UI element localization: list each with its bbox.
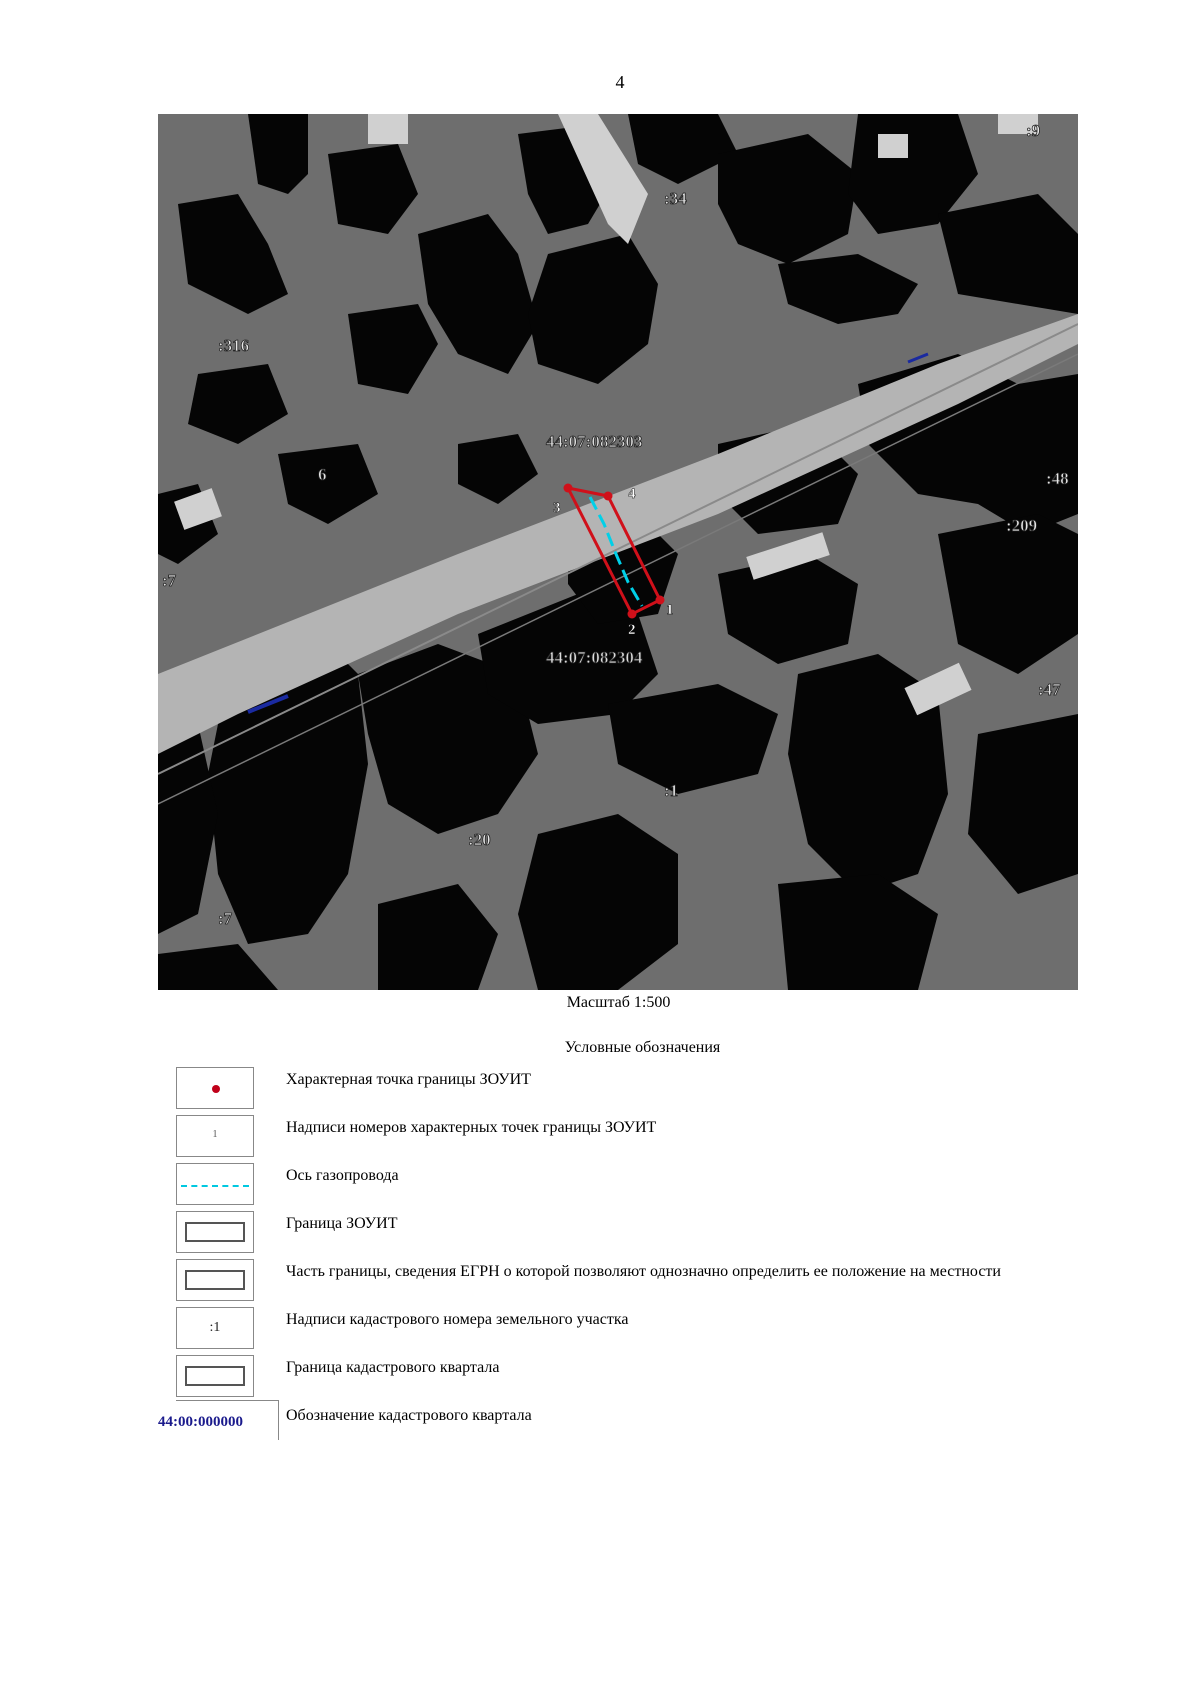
legend-label: Обозначение кадастрового квартала xyxy=(286,1407,532,1424)
legend-symbol-number xyxy=(176,1115,254,1157)
point-3 xyxy=(564,484,573,493)
legend-symbol-egrn-boundary xyxy=(176,1259,254,1301)
legend-label: Часть границы, сведения ЕГРН о которой позволяют однозначно определить ее положение на местности xyxy=(286,1263,1001,1280)
legend-label: Ось газопровода xyxy=(286,1167,399,1184)
point-label: 1 xyxy=(666,602,674,618)
parcel-label: :47 xyxy=(1038,680,1061,699)
legend-symbol-text: :1 xyxy=(209,1320,221,1335)
legend-symbol-zouit-boundary xyxy=(176,1211,254,1253)
legend-symbol-cadastral-number xyxy=(176,1307,254,1349)
point-label: 3 xyxy=(553,500,561,516)
quarter-label: 44:07:082303 xyxy=(546,432,643,451)
point-label: 2 xyxy=(628,622,636,638)
legend-label: Надписи кадастрового номера земельного участка xyxy=(286,1311,629,1328)
parcel-label: :34 xyxy=(664,189,687,208)
parcel-label: :20 xyxy=(468,830,491,849)
point-label: 4 xyxy=(628,486,636,502)
parcel-label: :7 xyxy=(218,909,233,928)
point-2 xyxy=(628,610,637,619)
page-number: 4 xyxy=(615,72,625,92)
legend-divider xyxy=(176,1400,278,1401)
legend-title: Условные обозначения xyxy=(564,1039,721,1056)
point-1 xyxy=(656,596,665,605)
legend-divider xyxy=(278,1400,279,1440)
legend-symbol-quarter-code: 44:00:000000 xyxy=(158,1414,243,1430)
legend-label: Граница кадастрового квартала xyxy=(286,1359,500,1376)
parcel-label: :7 xyxy=(162,571,177,590)
rectangle-icon xyxy=(185,1366,245,1386)
quarter-label: 44:07:082304 xyxy=(546,648,643,667)
dashed-line-icon xyxy=(181,1185,249,1187)
red-dot-icon xyxy=(212,1085,220,1093)
parcel-label: :1 xyxy=(664,781,679,800)
rectangle-icon xyxy=(185,1222,245,1242)
parcel-label: :48 xyxy=(1046,469,1069,488)
legend-label: Надписи номеров характерных точек границы ЗОУИТ xyxy=(286,1119,657,1136)
cadastral-map xyxy=(158,114,1078,990)
point-4 xyxy=(604,492,613,501)
parcel-label: :316 xyxy=(218,336,250,355)
legend-label: Характерная точка границы ЗОУИТ xyxy=(286,1071,531,1088)
legend-symbol-text: 1 xyxy=(212,1129,218,1140)
parcel-label: :9 xyxy=(1026,121,1041,140)
legend-symbol-quarter-boundary xyxy=(176,1355,254,1397)
map-scale: Масштаб 1:500 xyxy=(566,994,671,1011)
legend-label: Граница ЗОУИТ xyxy=(286,1215,398,1232)
legend-symbol-point xyxy=(176,1067,254,1109)
rectangle-icon xyxy=(185,1270,245,1290)
parcel-label: 6 xyxy=(318,465,327,484)
legend-symbol-gas-axis xyxy=(176,1163,254,1205)
parcel-label: :209 xyxy=(1006,516,1038,535)
